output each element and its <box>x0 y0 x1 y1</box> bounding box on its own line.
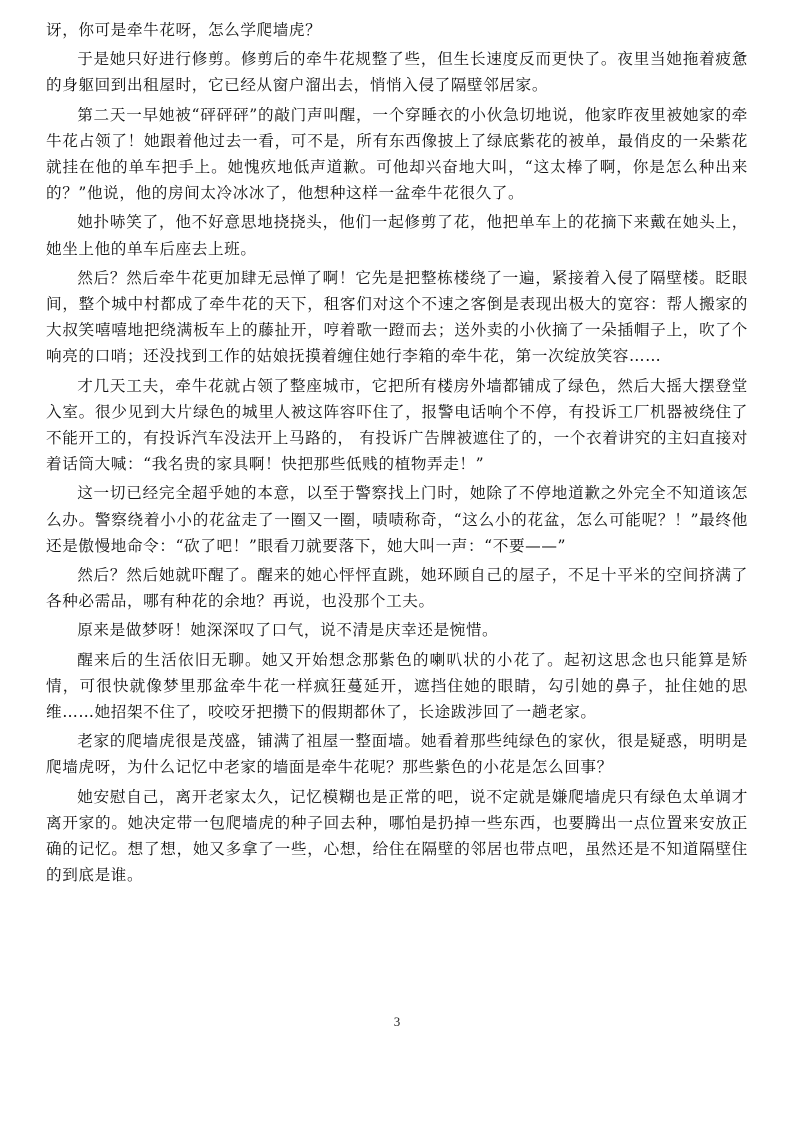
paragraph: 她安慰自己，离开老家太久，记忆模糊也是正常的吧，说不定就是嫌爬墙虎只有绿色太单调才离开家的。她决定带一包爬墙虎的种子回去种，哪怕是扔掉一些东西，也要腾出一点位置来安放正确的记忆。想了想，她又多拿了一些，心想，给住在隔壁的邻居也带点吧，虽然还是不知道隔壁住的到底是谁。 <box>46 787 748 885</box>
paragraph: 原来是做梦呀！她深深叹了口气，说不清是庆幸还是惋惜。 <box>77 621 499 640</box>
paragraph: 才几天工夫，牵牛花就占领了整座城市，它把所有楼房外墙都铺成了绿色，然后大摇大摆登堂入室。很少见到大片绿色的城里人被这阵容吓住了，报警电话响个不停，有投诉工厂机器被绕住了不能开工的，有投诉汽车没法开上马路的， 有投诉广告牌被遮住了的，一个衣着讲究的主妇直接对着话筒大喊：“我名贵的家具啊！快把那些低贱的植物弄走！” <box>46 376 748 474</box>
paragraph: 然后？然后牵牛花更加肆无忌惮了啊！它先是把整栋楼绕了一遍，紧接着入侵了隔壁楼。眨眼间，整个城中村都成了牵牛花的天下，租客们对这个不速之客倒是表现出极大的宽容：帮人搬家的大叔笑嘻嘻地把绕满板车上的藤扯开，哼着歌一蹬而去；送外卖的小伙摘了一朵插帽子上，吹了个响亮的口哨；还没找到工作的姑娘抚摸着缠住她行李箱的牵牛花，第一次绽放笑容…… <box>46 268 748 366</box>
paragraph: 她扑哧笑了，他不好意思地挠挠头，他们一起修剪了花，他把单车上的花摘下来戴在她头上，她坐上他的单车后座去上班。 <box>46 213 748 258</box>
paragraph: 这一切已经完全超乎她的本意，以至于警察找上门时，她除了不停地道歉之外完全不知道该怎么办。警察绕着小小的花盆走了一圈又一圈，啧啧称奇，“这么小的花盆，怎么可能呢？！”最终他还是傲慢地命令：“砍了吧！”眼看刀就要落下，她大叫一声：“不要——” <box>46 484 748 555</box>
paragraph: 然后？然后她就吓醒了。醒来的她心怦怦直跳，她环顾自己的屋子，不足十平米的空间挤满了各种必需品，哪有种花的余地？再说，也没那个工夫。 <box>46 566 748 611</box>
paragraph-continuation: 讶，你可是牵牛花呀，怎么学爬墙虎？ <box>46 21 322 39</box>
document-body <box>46 17 748 892</box>
paragraph: 老家的爬墙虎很是茂盛，铺满了祖屋一整面墙。她看着那些纯绿色的家伙，很是疑惑，明明是爬墙虎呀，为什么记忆中老家的墙面是牵牛花呢？那些紫色的小花是怎么回事？ <box>46 732 748 777</box>
paragraph: 醒来后的生活依旧无聊。她又开始想念那紫色的喇叭状的小花了。起初这思念也只能算是矫情，可很快就像梦里那盆牵牛花一样疯狂蔓延开，遮挡住她的眼睛，勾引她的鼻子，扯住她的思维……她招架不住了，咬咬牙把攒下的假期都休了，长途跋涉回了一趟老家。 <box>46 650 748 722</box>
paragraph: 于是她只好进行修剪。修剪后的牵牛花规整了些，但生长速度反而更快了。夜里当她拖着疲惫的身躯回到出租屋时，它已经从窗户溜出去，悄悄入侵了隔壁邻居家。 <box>46 50 748 95</box>
paragraph: 第二天一早她被“砰砰砰”的敲门声叫醒，一个穿睡衣的小伙急切地说，他家昨夜里被她家的牵牛花占领了！她跟着他过去一看，可不是，所有东西像披上了绿底紫花的被单，最俏皮的一朵紫花就挂在他的单车把手上。她愧疚地低声道歉。可他却兴奋地大叫，“这太棒了啊，你是怎么种出来的？”他说，他的房间太冷冰冰了，他想种这样一盆牵牛花很久了。 <box>46 105 748 203</box>
page-number: 3 <box>393 1014 401 1029</box>
